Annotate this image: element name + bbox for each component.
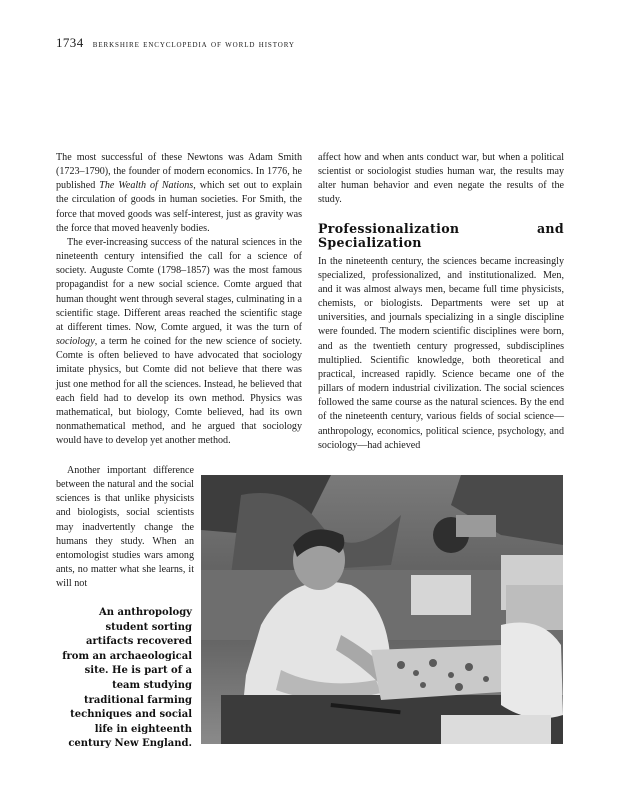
paragraph-ants-war: affect how and when ants conduct war, but when a political scientist or sociologist studies human war, the results may alter human behavior and even negate the results of the study.: [318, 152, 564, 206]
photo-illustration: [201, 475, 563, 744]
section-heading: Professionalization and Specialization: [318, 220, 564, 251]
right-column: [318, 151, 564, 453]
term-sociology: sociology: [56, 336, 95, 348]
page-number: 1734: [56, 35, 84, 50]
book-title: berkshire encyclopedia of world history: [92, 39, 295, 50]
book-title-wealth-of-nations: The Wealth of Nations: [99, 180, 194, 192]
paragraph-natural-vs-social: Another important difference between the natural and the social sciences is that unlike physicists and biologists, social scientists may inadvertently change the humans they study. When an entomologist studies wars among ants, no matter what she learns, it will not: [56, 465, 194, 590]
paragraph-adam-smith: The most successful of these Newtons was Adam Smith (1723–1790), the founder of modern economics. In 1776, he published The Wealth of Nations, which set out to explain the circulation of goods in human societies. For Smith, the force that moved goods was self-interest, just as gravity was the force that moved heavenly bodies.: [56, 152, 303, 234]
figure-caption: An anthropology student sorting artifacts recovered from an archaeological site. He is part of a team studying traditional farming techniques and social life in eighteenth century New England.: [62, 607, 192, 750]
running-head: [56, 35, 576, 51]
paragraph-comte: The ever-increasing success of the natural sciences in the nineteenth century intensified the call for a science of society. Auguste Comte (1798–1857) was the most famous propagandist for a new social science. Comte argued that human thought went through several stages, culminating in a scientific stage. Different areas reached the scientific stage at different times. Now, Comte argued, it was the turn of sociology, a term he coined for the new science of society. Comte is often believed to have advocated that sociology imitate physics, but Comte did not believe that there was just one method for all the sciences. Instead, he believed that each field had to develop its own method. Physics was mathematical, but biology, Comte believed, had its own nonmathematical method, and he argued that sociology would have to develop yet another method.: [56, 236, 302, 447]
left-column: [56, 151, 302, 448]
paragraph-professionalization: In the nineteenth century, the sciences became increasingly specialized, professionalized, and institutionalized. Men, and it was almost always men, became full time physicists, chemists, or biologists. Departments were set up at universities, and journals specializing in a single discipline were founded. The modern scientific disciplines were born, and as the twentieth century progressed, subdisciplines multiplied. Scientific knowledge, both theoretical and practical, increased rapidly. Science became one of the pillars of modern industrial civilization. The social sciences followed the same course as the natural sciences. By the end of the nineteenth century, various fields of social science—anthropology, economics, political science, psychology, and sociology—had achieved: [318, 255, 564, 451]
photo-anthropology-student: [201, 475, 563, 744]
